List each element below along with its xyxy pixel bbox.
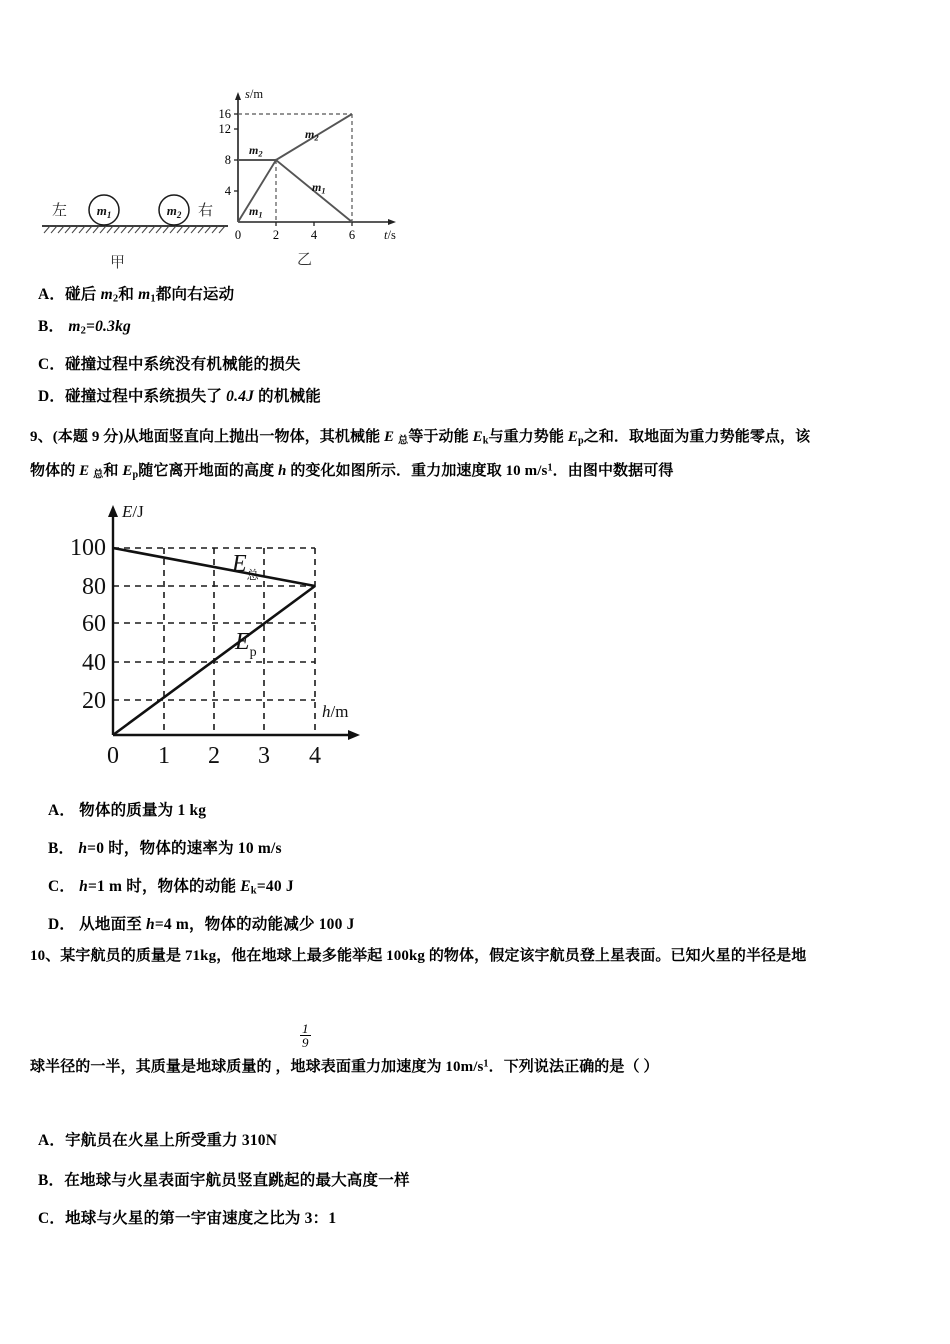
energy-y-axis-label: E/J bbox=[122, 502, 144, 521]
yi-label-m2-rise: $m_2$ bbox=[305, 127, 319, 143]
q10-option-c: C．地球与火星的第一宇宙速度之比为 3：1 bbox=[38, 1210, 337, 1227]
yi-xtick-4: 4 bbox=[310, 228, 318, 242]
fraction-numerator: 1 bbox=[302, 1021, 309, 1036]
energy-xtick-4: 4 bbox=[309, 743, 321, 769]
yi-y-arrow bbox=[235, 92, 241, 100]
energy-label-ep: $E_p$ bbox=[235, 629, 257, 660]
yi-x-arrow bbox=[388, 219, 396, 225]
question8-figures bbox=[0, 70, 950, 270]
fraction-denominator: 9 bbox=[302, 1035, 309, 1050]
yi-x-axis-label: t/s bbox=[384, 228, 396, 242]
yi-xtick-6: 6 bbox=[348, 228, 356, 242]
yi-xtick-0: 0 bbox=[234, 228, 242, 242]
ground-hatching bbox=[44, 226, 225, 233]
q10-fraction-one-ninth bbox=[300, 1022, 311, 1049]
figure-yi bbox=[212, 82, 422, 272]
q9-option-d: D． 从地面至 h=4 m，物体的动能减少 100 J bbox=[48, 916, 355, 933]
ball-m1-label: $m_1$ bbox=[96, 203, 112, 220]
label-left-zuo: 左 bbox=[52, 201, 68, 219]
yi-y-axis-label: s/m bbox=[245, 87, 264, 101]
figure-jia bbox=[40, 165, 240, 275]
energy-y-arrow bbox=[108, 505, 118, 517]
energy-x-arrow bbox=[348, 730, 360, 740]
yi-xtick-2: 2 bbox=[272, 228, 280, 242]
energy-xtick-2: 2 bbox=[208, 743, 220, 769]
yi-label-m1-rise: $m_1$ bbox=[249, 204, 263, 220]
energy-ytick-20: 20 bbox=[82, 688, 106, 714]
energy-label-etotal: $E_总$ bbox=[232, 551, 259, 582]
q8-option-d: D．碰撞过程中系统损失了 0.4J 的机械能 bbox=[38, 388, 321, 405]
q10-option-b: B．在地球与火星表面宇航员竖直跳起的最大高度一样 bbox=[38, 1172, 410, 1189]
yi-ytick-16: 16 bbox=[218, 107, 231, 121]
q10-stem-line1: 10、某宇航员的质量是 71kg，他在地球上最多能举起 100kg 的物体，假定该宇航员登上星表面。已知火星的半径是地 bbox=[30, 948, 807, 964]
yi-label-m1-fall: $m_1$ bbox=[312, 180, 326, 196]
q9-stem-line2: 物体的 E $_总$和 $E_p$随它离开地面的高度 h 的变化如图所示．重力加速度取 10 $m/s^1$．由图中数据可得 bbox=[30, 462, 674, 481]
q9-option-c: C． h=1 m 时，物体的动能 $E_k=40$ J bbox=[48, 878, 294, 897]
figure-yi-caption: 乙 bbox=[297, 250, 313, 268]
figure-jia-svg bbox=[40, 165, 240, 275]
energy-graph-svg bbox=[60, 495, 410, 780]
energy-ytick-40: 40 bbox=[82, 650, 106, 676]
yi-label-m2-flat: $m_2$ bbox=[249, 143, 263, 159]
q9-option-a: A． 物体的质量为 1 kg bbox=[48, 802, 207, 819]
ball-m2-label: $m_2$ bbox=[166, 203, 182, 220]
figure-yi-svg bbox=[212, 82, 427, 272]
label-right-you: 右 bbox=[198, 201, 214, 219]
q9-option-b: B． h=0 时，物体的速率为 10 m/s bbox=[48, 840, 282, 857]
yi-ytick-8: 8 bbox=[224, 153, 231, 167]
q8-option-a: A．碰后 $m_2$和 $m_1$都向右运动 bbox=[38, 286, 235, 305]
q8-option-c: C．碰撞过程中系统没有机械能的损失 bbox=[38, 356, 301, 373]
q10-stem-line2: 球半径的一半，其质量是地球质量的 ，地球表面重力加速度为 $10m/s^1$．下列说法正确的是（ ） bbox=[30, 1058, 659, 1075]
yi-ytick-4: 4 bbox=[224, 184, 231, 198]
q10-option-a: A．宇航员在火星上所受重力 310N bbox=[38, 1132, 278, 1149]
energy-xtick-0: 0 bbox=[107, 743, 119, 769]
q8-option-b: B． $m_2=0.3kg$ bbox=[38, 318, 131, 337]
energy-xtick-1: 1 bbox=[158, 743, 170, 769]
energy-ytick-80: 80 bbox=[82, 574, 106, 600]
q9-stem-line1: 9、(本题 9 分)从地面竖直向上抛出一物体，其机械能 E $_总$等于动能 $E_k$与重力势能 $E_p$之和．取地面为重力势能零点，该 bbox=[30, 429, 811, 447]
figure-energy-graph bbox=[60, 495, 410, 780]
energy-xtick-3: 3 bbox=[258, 743, 270, 769]
energy-ytick-100: 100 bbox=[70, 535, 106, 561]
energy-x-axis-label: h/m bbox=[322, 702, 349, 721]
energy-ytick-60: 60 bbox=[82, 611, 106, 637]
figure-jia-caption: 甲 bbox=[110, 253, 126, 271]
yi-ytick-12: 12 bbox=[218, 122, 231, 136]
